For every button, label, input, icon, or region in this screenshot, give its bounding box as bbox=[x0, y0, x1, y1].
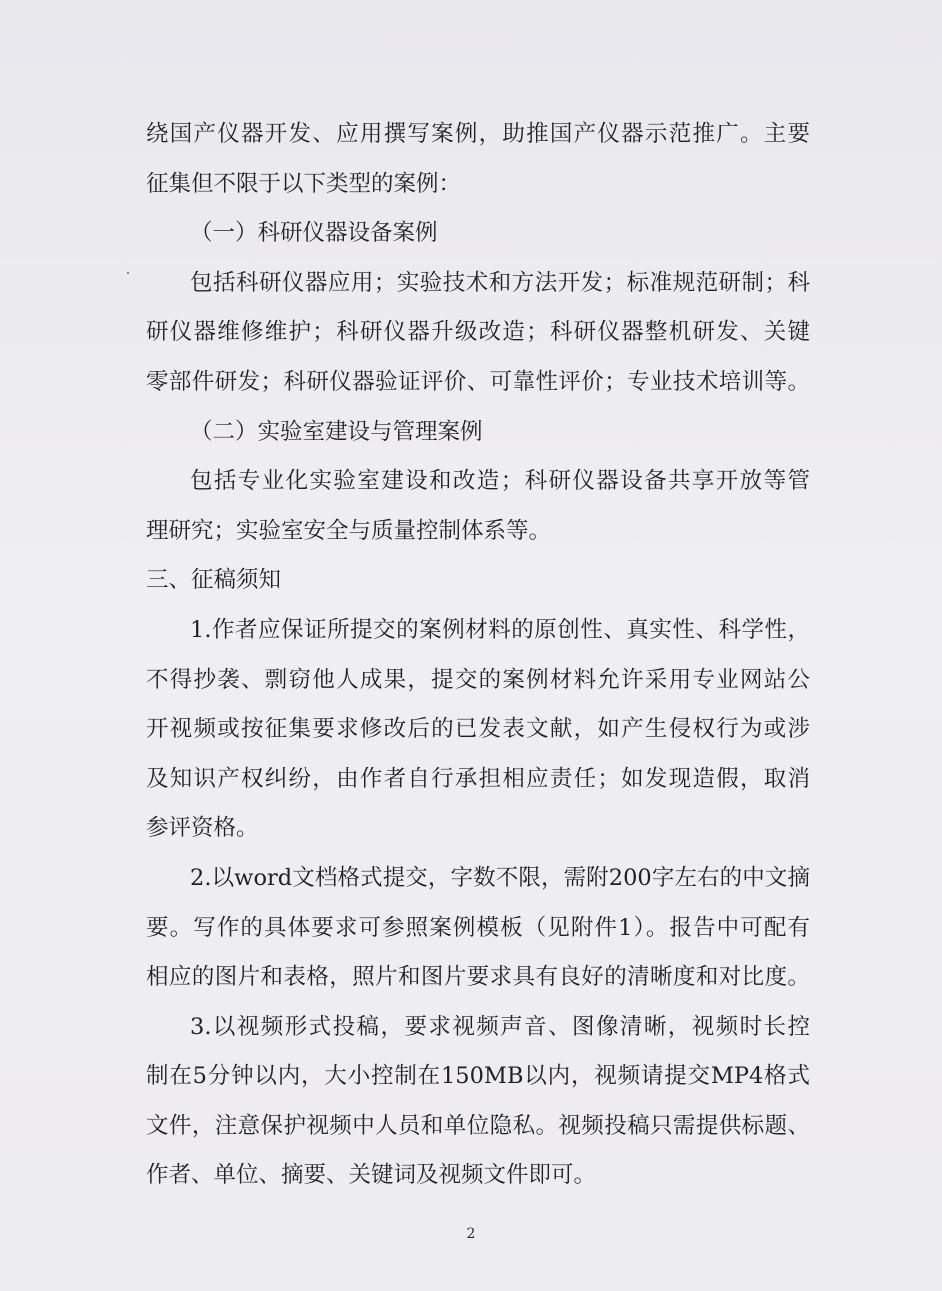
paragraph-line: 3.以视频形式投稿，要求视频声音、图像清晰，视频时长控 bbox=[190, 1013, 810, 1040]
paragraph-line: 及知识产权纠纷，由作者自行承担相应责任；如发现造假，取消 bbox=[146, 765, 810, 792]
page-number: 2 bbox=[466, 1226, 476, 1242]
paragraph-line: 制在5分钟以内，大小控制在150MB以内，视频请提交MP4格式 bbox=[146, 1063, 810, 1090]
paragraph-line: 作者、单位、摘要、关键词及视频文件即可。 bbox=[146, 1162, 597, 1189]
scan-speck bbox=[127, 272, 129, 274]
section-heading: 三、征稿须知 bbox=[146, 567, 282, 594]
paragraph-line: 征集但不限于以下类型的案例： bbox=[146, 170, 462, 197]
section-heading: （一）科研仪器设备案例 bbox=[190, 220, 438, 247]
paragraph-line: 包括科研仪器应用；实验技术和方法开发；标准规范研制；科 bbox=[190, 269, 810, 296]
paragraph-line: 参评资格。 bbox=[146, 815, 259, 842]
document-body bbox=[146, 110, 810, 1201]
paragraph-line: 研仪器维修维护；科研仪器升级改造；科研仪器整机研发、关键 bbox=[146, 319, 810, 346]
paragraph-line: 相应的图片和表格，照片和图片要求具有良好的清晰度和对比度。 bbox=[146, 964, 810, 991]
paragraph-line: 理研究；实验室安全与质量控制体系等。 bbox=[146, 517, 552, 544]
paragraph-line: 开视频或按征集要求修改后的已发表文献，如产生侵权行为或涉 bbox=[146, 716, 810, 743]
paragraph-line: 文件，注意保护视频中人员和单位隐私。视频投稿只需提供标题、 bbox=[146, 1112, 810, 1139]
paragraph-line: 要。写作的具体要求可参照案例模板（见附件1）。报告中可配有 bbox=[146, 914, 810, 941]
paragraph-line: 1.作者应保证所提交的案例材料的原创性、真实性、科学性， bbox=[190, 616, 810, 643]
paragraph-line: 2.以word文档格式提交，字数不限，需附200字左右的中文摘 bbox=[190, 864, 810, 891]
paragraph-line: 零部件研发；科研仪器验证评价、可靠性评价；专业技术培训等。 bbox=[146, 368, 810, 395]
paragraph-line: 包括专业化实验室建设和改造；科研仪器设备共享开放等管 bbox=[190, 468, 810, 495]
section-heading: （二）实验室建设与管理案例 bbox=[190, 418, 483, 445]
paragraph-line: 不得抄袭、剽窃他人成果，提交的案例材料允许采用专业网站公 bbox=[146, 666, 810, 693]
paragraph-line: 绕国产仪器开发、应用撰写案例，助推国产仪器示范推广。主要 bbox=[146, 121, 810, 147]
